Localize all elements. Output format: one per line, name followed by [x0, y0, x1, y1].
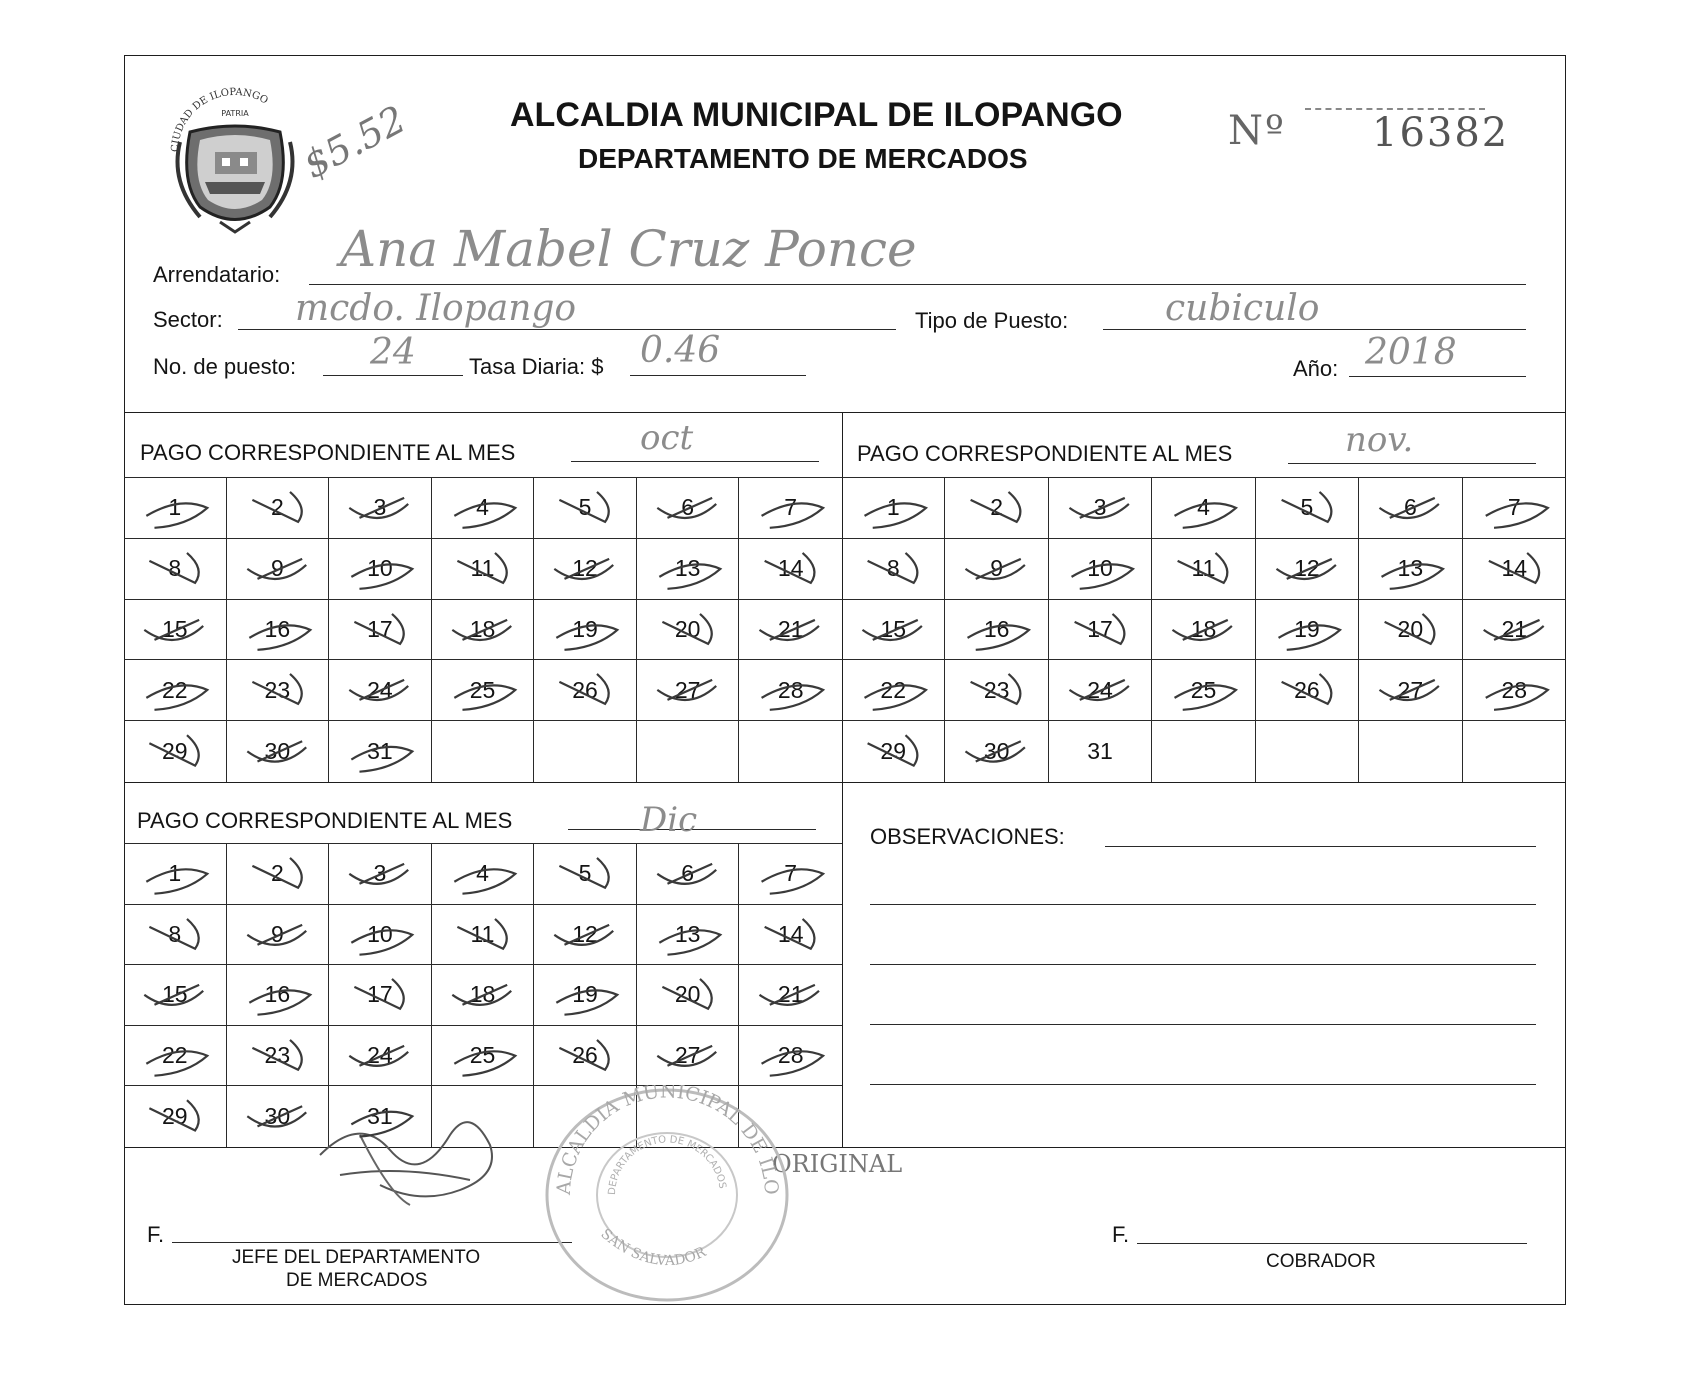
day-cell — [432, 844, 535, 905]
day-number: 21 — [1501, 615, 1528, 642]
month-2-line — [1288, 463, 1536, 464]
day-cell — [1049, 660, 1152, 721]
day-number: 18 — [1190, 615, 1217, 642]
puesto-value: 24 — [370, 332, 416, 373]
observaciones-line-3 — [870, 964, 1536, 965]
day-cell — [637, 600, 740, 661]
day-cell — [329, 965, 432, 1026]
observaciones-line-5 — [870, 1084, 1536, 1085]
day-cell — [1049, 721, 1152, 782]
month-2-grid — [842, 477, 1566, 782]
day-cell — [227, 844, 330, 905]
seal-motto: PATRIA — [221, 109, 249, 118]
day-number: 20 — [674, 615, 701, 642]
day-cell — [534, 660, 637, 721]
day-cell — [1359, 539, 1462, 600]
arrendatario-value: Ana Mabel Cruz Ponce — [340, 220, 917, 278]
empty-cell — [1463, 721, 1566, 782]
original-label: ORIGINAL — [772, 1150, 903, 1178]
svg-text:SAN SALVADOR — [598, 1226, 709, 1269]
day-number: 27 — [674, 676, 701, 703]
day-cell — [329, 660, 432, 721]
day-cell — [1463, 478, 1566, 539]
day-number: 16 — [264, 981, 291, 1008]
day-number: 24 — [1087, 676, 1113, 703]
month-3-value: Dic — [640, 800, 698, 840]
day-cell — [227, 965, 330, 1026]
day-number: 9 — [270, 920, 284, 947]
day-cell — [227, 905, 330, 966]
day-number: 26 — [1294, 676, 1320, 703]
day-number: 27 — [674, 1042, 701, 1069]
month-1-value: oct — [640, 418, 694, 458]
day-number: 11 — [470, 555, 495, 582]
firma-left-label: F. — [147, 1222, 165, 1247]
day-number: 13 — [674, 555, 701, 582]
day-cell — [1359, 478, 1462, 539]
day-number: 4 — [476, 860, 489, 887]
svg-text:DEPARTAMENTO DE MERCADOS — [607, 1134, 728, 1195]
day-number: 15 — [161, 981, 188, 1008]
day-cell — [329, 600, 432, 661]
empty-cell — [1359, 721, 1462, 782]
day-cell — [739, 660, 842, 721]
stamp-text: ALCALDIA MUNICIPAL DE ILO — [552, 1085, 783, 1196]
day-cell — [945, 721, 1048, 782]
tipo-puesto-label: Tipo de Puesto: — [915, 308, 1069, 333]
day-cell — [329, 844, 432, 905]
day-number: 10 — [367, 555, 393, 582]
day-number: 29 — [161, 1103, 188, 1130]
day-number: 9 — [270, 555, 284, 582]
day-number: 30 — [264, 738, 291, 765]
margin-note: $5.52 — [296, 97, 413, 187]
firma-left-line — [172, 1242, 572, 1243]
day-cell — [637, 660, 740, 721]
day-cell — [124, 478, 227, 539]
day-number: 31 — [1087, 738, 1113, 765]
month-1-line — [571, 461, 819, 462]
day-cell — [1256, 539, 1359, 600]
day-cell — [842, 600, 945, 661]
day-cell — [739, 905, 842, 966]
page-title: ALCALDIA MUNICIPAL DE ILOPANGO — [510, 96, 1123, 134]
official-stamp-icon — [540, 1085, 795, 1305]
day-number: 14 — [777, 920, 804, 947]
day-cell — [329, 539, 432, 600]
tipo-puesto-line — [1103, 329, 1526, 330]
number-symbol: Nº — [1228, 108, 1286, 154]
day-cell — [739, 844, 842, 905]
day-number: 28 — [777, 1042, 804, 1069]
day-number: 29 — [161, 738, 188, 765]
day-cell — [637, 539, 740, 600]
tipo-puesto-value: cubiculo — [1165, 288, 1320, 329]
month-row-divider — [124, 782, 1566, 783]
day-cell — [124, 844, 227, 905]
day-number: 15 — [880, 615, 906, 642]
empty-cell — [432, 721, 535, 782]
fields-divider — [124, 412, 1566, 413]
day-number: 16 — [264, 615, 291, 642]
signature-icon — [300, 1095, 520, 1215]
day-cell — [1463, 600, 1566, 661]
firma-right-label: F. — [1112, 1222, 1130, 1247]
tasa-label: Tasa Diaria: $ — [469, 354, 604, 379]
day-number: 12 — [572, 920, 598, 947]
serial-dashed-line — [1305, 108, 1485, 110]
day-number: 14 — [777, 555, 804, 582]
empty-cell — [637, 721, 740, 782]
day-cell — [124, 721, 227, 782]
day-number: 18 — [469, 615, 496, 642]
tasa-line — [630, 375, 806, 376]
day-number: 24 — [367, 1042, 393, 1069]
day-number: 19 — [572, 981, 598, 1008]
day-number: 6 — [681, 494, 695, 521]
day-cell — [1359, 660, 1462, 721]
day-number: 22 — [161, 1042, 188, 1069]
anio-label: Año: — [1293, 356, 1339, 381]
day-cell — [842, 660, 945, 721]
day-number: 13 — [1397, 555, 1424, 582]
day-cell — [1152, 660, 1255, 721]
day-number: 22 — [880, 676, 906, 703]
day-number: 5 — [578, 860, 592, 887]
day-cell — [1256, 478, 1359, 539]
day-cell — [227, 478, 330, 539]
page-subtitle: DEPARTAMENTO DE MERCADOS — [578, 143, 1028, 174]
day-cell — [432, 905, 535, 966]
day-cell — [637, 478, 740, 539]
sector-line — [238, 329, 896, 330]
day-cell — [329, 478, 432, 539]
day-cell — [842, 539, 945, 600]
day-number: 23 — [264, 676, 291, 703]
day-cell — [945, 539, 1048, 600]
day-cell — [432, 600, 535, 661]
arrendatario-line — [309, 284, 1526, 285]
day-cell — [227, 600, 330, 661]
serial-number: 16382 — [1372, 110, 1510, 156]
anio-line — [1349, 376, 1526, 377]
day-cell — [534, 965, 637, 1026]
day-cell — [842, 478, 945, 539]
day-cell — [739, 1026, 842, 1087]
month-1-grid — [124, 477, 842, 782]
day-number: 31 — [367, 738, 393, 765]
day-number: 2 — [990, 494, 1004, 521]
cobrador-label: COBRADOR — [1266, 1251, 1376, 1272]
empty-cell — [1256, 721, 1359, 782]
observaciones-line-2 — [870, 904, 1536, 905]
day-cell — [637, 1026, 740, 1087]
day-cell — [534, 600, 637, 661]
day-number: 18 — [469, 981, 496, 1008]
day-number: 10 — [367, 920, 393, 947]
month-3-label: PAGO CORRESPONDIENTE AL MES — [137, 808, 513, 833]
day-number: 21 — [777, 615, 804, 642]
day-cell — [1256, 660, 1359, 721]
day-number: 19 — [572, 615, 598, 642]
day-number: 7 — [784, 494, 798, 521]
day-number: 28 — [1501, 676, 1528, 703]
puesto-label: No. de puesto: — [153, 354, 297, 379]
month-2-label: PAGO CORRESPONDIENTE AL MES — [857, 441, 1233, 466]
day-number: 25 — [469, 1042, 496, 1069]
day-cell — [124, 965, 227, 1026]
empty-cell — [534, 721, 637, 782]
day-cell — [534, 905, 637, 966]
day-cell — [124, 660, 227, 721]
day-cell — [637, 965, 740, 1026]
day-number: 9 — [990, 555, 1004, 582]
day-cell — [637, 905, 740, 966]
day-number: 3 — [373, 494, 387, 521]
day-number: 27 — [1397, 676, 1424, 703]
day-cell — [124, 539, 227, 600]
day-cell — [227, 539, 330, 600]
sector-value: mcdo. Ilopango — [295, 288, 577, 329]
day-cell — [329, 721, 432, 782]
day-number: 13 — [674, 920, 701, 947]
day-number: 17 — [367, 615, 393, 642]
day-number: 2 — [270, 494, 284, 521]
day-number: 6 — [1403, 494, 1417, 521]
day-cell — [329, 1026, 432, 1087]
jefe-line-2: DE MERCADOS — [286, 1270, 428, 1291]
day-cell — [432, 478, 535, 539]
day-cell — [945, 660, 1048, 721]
tasa-value: 0.46 — [640, 330, 721, 371]
day-cell — [124, 905, 227, 966]
day-number: 29 — [880, 738, 906, 765]
day-number: 17 — [367, 981, 393, 1008]
puesto-line — [323, 375, 463, 376]
day-cell — [124, 1086, 227, 1147]
firma-right-line — [1137, 1243, 1527, 1244]
day-number: 26 — [572, 676, 598, 703]
day-number: 4 — [476, 494, 489, 521]
observaciones-line-4 — [870, 1024, 1536, 1025]
day-number: 23 — [264, 1042, 291, 1069]
day-cell — [1152, 539, 1255, 600]
day-number: 6 — [681, 860, 695, 887]
observaciones-label: OBSERVACIONES: — [870, 824, 1065, 849]
day-cell — [534, 1026, 637, 1087]
day-number: 7 — [1507, 494, 1521, 521]
day-cell — [227, 1026, 330, 1087]
day-cell — [739, 478, 842, 539]
day-cell — [1152, 600, 1255, 661]
day-cell — [227, 660, 330, 721]
day-number: 28 — [777, 676, 804, 703]
day-number: 1 — [886, 494, 900, 521]
day-cell — [432, 1026, 535, 1087]
day-number: 10 — [1087, 555, 1113, 582]
stamp-inner-text: DEPARTAMENTO DE MERCADOS — [606, 1134, 728, 1196]
day-number: 12 — [1294, 555, 1320, 582]
day-number: 17 — [1087, 615, 1113, 642]
day-cell — [1463, 539, 1566, 600]
month-2-value: nov. — [1345, 420, 1414, 460]
day-number: 3 — [373, 860, 387, 887]
day-number: 26 — [572, 1042, 598, 1069]
day-cell — [1049, 539, 1152, 600]
day-cell — [739, 965, 842, 1026]
day-number: 11 — [1191, 555, 1216, 582]
day-cell — [534, 539, 637, 600]
day-number: 4 — [1197, 494, 1210, 521]
stamp-bottom-text: SAN SALVADOR — [597, 1225, 709, 1270]
day-cell — [637, 844, 740, 905]
day-number: 2 — [270, 860, 284, 887]
day-cell — [432, 660, 535, 721]
empty-cell — [739, 721, 842, 782]
sector-label: Sector: — [153, 307, 223, 332]
municipal-seal-icon — [160, 82, 310, 242]
day-cell — [739, 600, 842, 661]
day-number: 20 — [1397, 615, 1424, 642]
day-number: 25 — [1190, 676, 1217, 703]
day-number: 8 — [168, 555, 182, 582]
day-cell — [534, 478, 637, 539]
empty-cell — [1152, 721, 1255, 782]
day-number: 14 — [1501, 555, 1528, 582]
day-number: 23 — [983, 676, 1010, 703]
day-cell — [739, 539, 842, 600]
day-number: 5 — [578, 494, 592, 521]
day-cell — [329, 905, 432, 966]
day-number: 19 — [1294, 615, 1320, 642]
day-cell — [124, 600, 227, 661]
seal-text: CIUDAD DE ILOPANGO — [169, 86, 270, 153]
day-number: 22 — [161, 676, 188, 703]
month-1-label: PAGO CORRESPONDIENTE AL MES — [140, 440, 516, 465]
jefe-line-1: JEFE DEL DEPARTAMENTO — [232, 1247, 481, 1268]
day-number: 20 — [674, 981, 701, 1008]
day-number: 1 — [168, 860, 182, 887]
arrendatario-label: Arrendatario: — [153, 262, 281, 287]
day-number: 12 — [572, 555, 598, 582]
day-number: 7 — [784, 860, 798, 887]
anio-value: 2018 — [1365, 332, 1457, 373]
day-number: 16 — [983, 615, 1010, 642]
day-cell — [945, 478, 1048, 539]
day-number: 11 — [470, 920, 495, 947]
day-cell — [1049, 478, 1152, 539]
day-number: 1 — [168, 494, 182, 521]
day-cell — [227, 721, 330, 782]
day-cell — [534, 844, 637, 905]
day-number: 8 — [886, 555, 900, 582]
day-number: 3 — [1093, 494, 1107, 521]
day-number: 5 — [1300, 494, 1314, 521]
day-number: 30 — [983, 738, 1010, 765]
day-cell — [1256, 600, 1359, 661]
day-cell — [1049, 600, 1152, 661]
day-cell — [124, 1026, 227, 1087]
day-number: 15 — [161, 615, 188, 642]
day-cell — [1463, 660, 1566, 721]
day-cell — [1152, 478, 1255, 539]
day-number: 25 — [469, 676, 496, 703]
day-number: 21 — [777, 981, 804, 1008]
day-number: 30 — [264, 1103, 291, 1130]
day-cell — [432, 539, 535, 600]
observaciones-line-1 — [1105, 846, 1536, 847]
day-cell — [1359, 600, 1462, 661]
day-number: 8 — [168, 920, 182, 947]
day-cell — [945, 600, 1048, 661]
day-number: 31 — [367, 1103, 393, 1130]
day-number: 24 — [367, 676, 393, 703]
day-cell — [842, 721, 945, 782]
day-cell — [432, 965, 535, 1026]
